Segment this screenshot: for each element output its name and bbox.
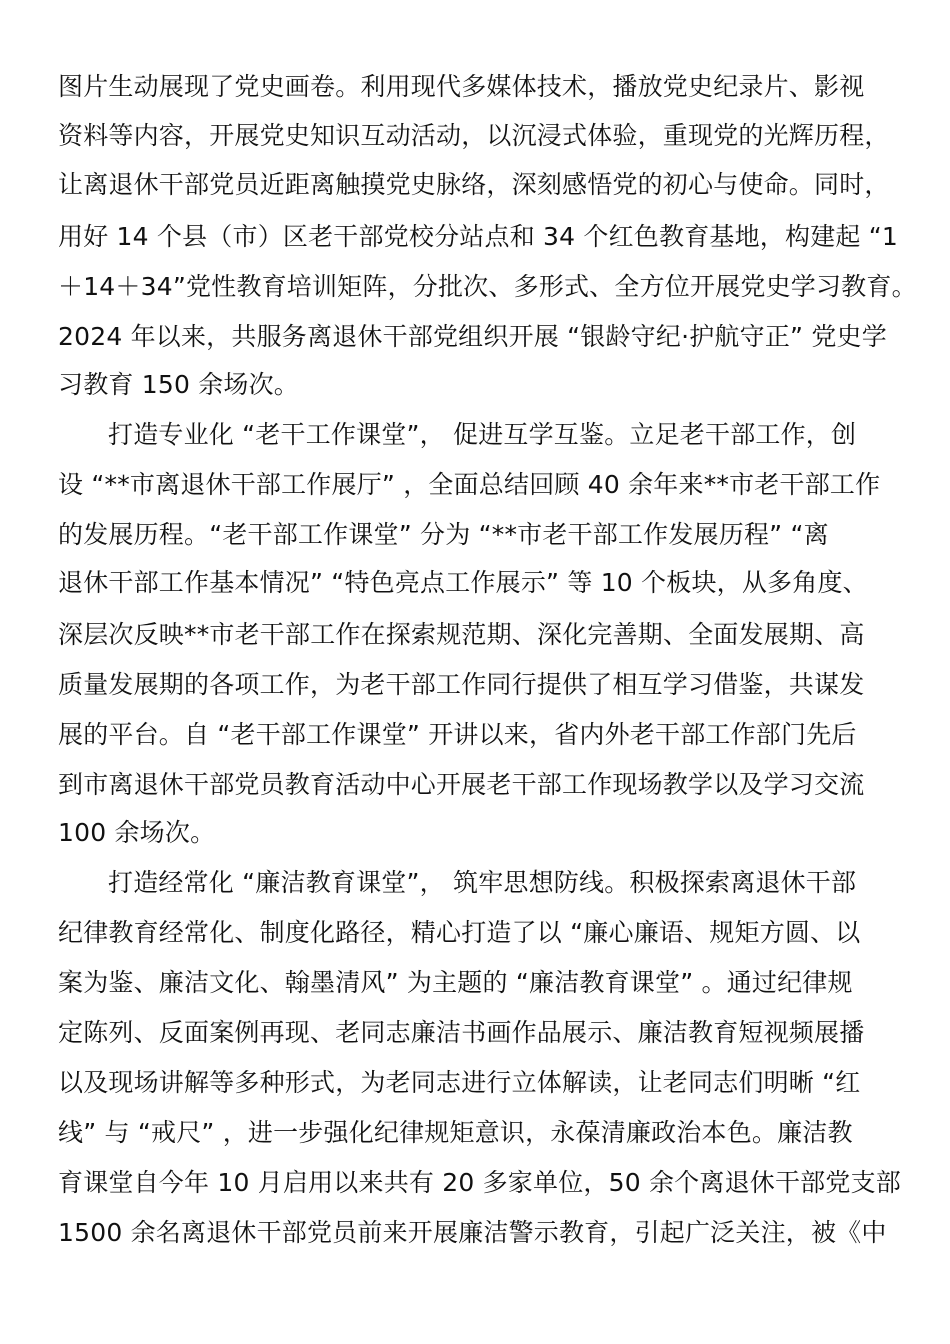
text-line: 退休干部工作基本情况” “特色亮点工作展示” 等 10 个板块，从多角度、 (58, 568, 868, 597)
text-line: 纪律教育经常化、制度化路径，精心打造了以 “廉心廉语、规矩方圆、以 (58, 918, 861, 947)
text-line: 图片生动展现了党史画卷。利用现代多媒体技术，播放党史纪录片、影视 (58, 72, 865, 101)
text-line: 育课堂自今年 10 月启用以来共有 20 多家单位，50 余个离退休干部党支部 (58, 1168, 901, 1197)
text-line: 展的平台。自 “老干部工作课堂” 开讲以来，省内外老干部工作部门先后 (58, 720, 857, 749)
text-line: 定陈列、反面案例再现、老同志廉洁书画作品展示、廉洁教育短视频展播 (58, 1018, 865, 1047)
text-line: 到市离退休干部党员教育活动中心开展老干部工作现场教学以及学习交流 (58, 770, 865, 799)
text-line: 案为鉴、廉洁文化、翰墨清风” 为主题的 “廉洁教育课堂” 。通过纪律规 (58, 968, 853, 997)
text-line: 用好 14 个县（市）区老干部党校分站点和 34 个红色教育基地，构建起 “1 (58, 222, 899, 251)
text-line: 100 余场次。 (58, 818, 216, 847)
paragraph-heading-line: 打造经常化 “廉洁教育课堂”， 筑牢思想防线。积极探索离退休干部 (108, 868, 857, 897)
text-line: 2024 年以来，共服务离退休干部党组织开展 “银龄守纪·护航守正” 党史学 (58, 322, 887, 351)
text-line: 深层次反映**市老干部工作在探索规范期、深化完善期、全面发展期、高 (58, 620, 865, 649)
paragraph-heading-line: 打造专业化 “老干工作课堂”， 促进互学互鉴。立足老干部工作，创 (108, 420, 857, 449)
text-line: 的发展历程。“老干部工作课堂” 分为 “**市老干部工作发展历程” “离 (58, 520, 829, 549)
text-line: 资料等内容，开展党史知识互动活动，以沉浸式体验，重现党的光辉历程， (58, 121, 890, 150)
text-line: 质量发展期的各项工作，为老干部工作同行提供了相互学习借鉴，共谋发 (58, 670, 865, 699)
text-line: 1500 余名离退休干部党员前来开展廉洁警示教育，引起广泛关注，被《中 (58, 1218, 887, 1247)
text-line: 设 “**市离退休干部工作展厅” ，全面总结回顾 40 余年来**市老干部工作 (58, 470, 881, 499)
text-line: 线” 与 “戒尺” ，进一步强化纪律规矩意识，永葆清廉政治本色。廉洁教 (58, 1118, 853, 1147)
text-line: 让离退休干部党员近距离触摸党史脉络，深刻感悟党的初心与使命。同时， (58, 170, 890, 199)
text-line: 习教育 150 余场次。 (58, 370, 300, 399)
text-line: ＋14＋34”党性教育培训矩阵，分批次、多形式、全方位开展党史学习教育。 (58, 272, 917, 301)
text-line: 以及现场讲解等多种形式，为老同志进行立体解读，让老同志们明晰 “红 (58, 1068, 861, 1097)
